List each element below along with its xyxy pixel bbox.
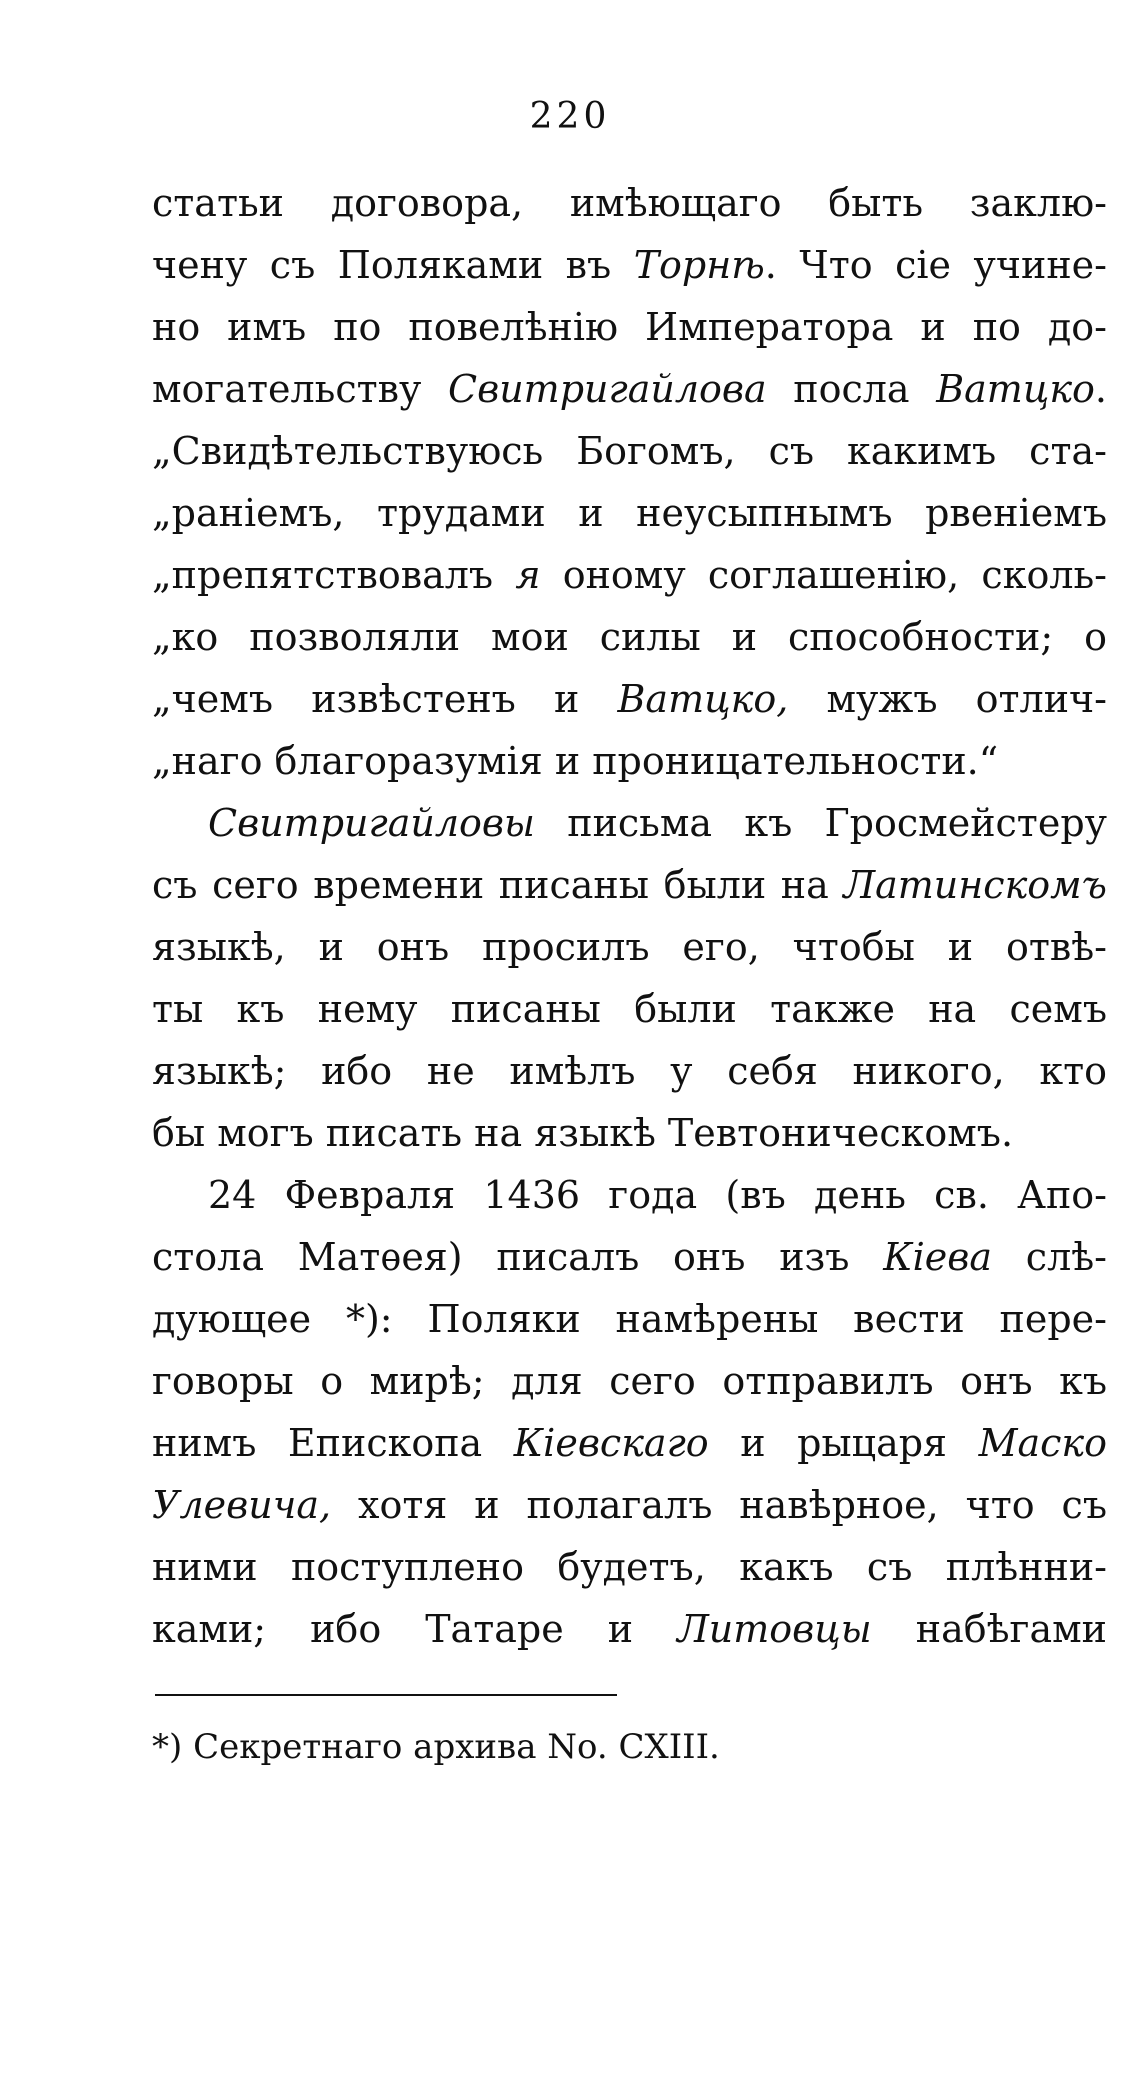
text-line	[152, 1536, 1107, 1598]
text-run: и рыцаря	[708, 1421, 979, 1465]
text-run: „ко позволяли мои силы и способности; о	[152, 615, 1107, 659]
text-run: говоры о мирѣ; для сего отправилъ онъ къ	[152, 1359, 1107, 1403]
text-run: ними поступлено будетъ, какъ съ плѣнни-	[152, 1545, 1107, 1589]
italic-run: Ватцко,	[617, 677, 789, 721]
text-run: 24 Февраля 1436 года (въ день св. Апо-	[208, 1173, 1107, 1217]
text-line	[152, 1164, 1107, 1226]
text-run: набѣгами	[871, 1607, 1107, 1651]
text-line	[152, 296, 1107, 358]
text-run: нимъ Епископа	[152, 1421, 514, 1465]
italic-run: Латинскомъ	[843, 863, 1107, 907]
italic-run: Кіевскаго	[513, 1421, 709, 1465]
text-run: но имъ по повелѣнію Императора и по до-	[152, 305, 1107, 349]
text-run: письма къ Гросмейстеру	[534, 801, 1107, 845]
text-line	[152, 358, 1107, 420]
text-line	[152, 1288, 1107, 1350]
footnote: *) Секретнаго архива No. CXIII.	[152, 1727, 720, 1767]
text-line	[152, 1226, 1107, 1288]
footnote-divider	[155, 1694, 617, 1696]
body-text	[152, 172, 1107, 1660]
text-line	[152, 854, 1107, 916]
text-run: слѣ-	[992, 1235, 1107, 1279]
page-number: 220	[529, 96, 611, 137]
text-run: . Что сіе учине-	[764, 243, 1107, 287]
italic-run: Улевича,	[152, 1483, 332, 1527]
text-run: „чемъ извѣстенъ и	[152, 677, 618, 721]
text-run: съ сего времени писаны были на	[152, 863, 844, 907]
text-run: могательству	[152, 367, 449, 411]
text-line	[152, 1040, 1107, 1102]
text-run: посла	[766, 367, 937, 411]
text-run: статьи договора, имѣющаго быть заклю-	[152, 181, 1107, 225]
text-run: ками; ибо Татаре и	[152, 1607, 678, 1651]
text-line	[152, 172, 1107, 234]
text-line	[152, 1474, 1107, 1536]
text-line	[152, 234, 1107, 296]
text-run: „раніемъ, трудами и неусыпнымъ рвеніемъ	[152, 491, 1107, 535]
text-line	[152, 978, 1107, 1040]
text-run: хотя и полагалъ навѣрное, что съ	[331, 1483, 1107, 1527]
text-run: мужъ отлич-	[788, 677, 1107, 721]
text-line	[152, 1350, 1107, 1412]
text-line	[152, 1102, 1107, 1164]
text-line	[152, 730, 1107, 792]
text-line	[152, 482, 1107, 544]
text-run: оному соглашенію, сколь-	[540, 553, 1108, 597]
text-run: ты къ нему писаны были также на семъ	[152, 987, 1107, 1031]
text-line	[152, 792, 1107, 854]
text-run: языкѣ, и онъ просилъ его, чтобы и отвѣ-	[152, 925, 1107, 969]
italic-run: Литовцы	[677, 1607, 872, 1651]
text-line	[152, 544, 1107, 606]
text-run: стола Матѳея) писалъ онъ изъ	[152, 1235, 884, 1279]
text-line	[152, 606, 1107, 668]
text-run: языкѣ; ибо не имѣлъ у себя никого, кто	[152, 1049, 1107, 1093]
text-line	[152, 916, 1107, 978]
text-line	[152, 1412, 1107, 1474]
text-run: „препятствовалъ	[152, 553, 516, 597]
text-run: „наго благоразумія и проницательности.“	[152, 739, 999, 783]
italic-run: Свитригайлова	[448, 367, 767, 411]
italic-run: я	[515, 553, 541, 597]
italic-run: Торнѣ	[633, 243, 765, 287]
text-run: .	[1094, 367, 1107, 411]
italic-run: Кіева	[883, 1235, 993, 1279]
italic-run: Свитригайловы	[208, 801, 535, 845]
italic-run: Маско	[978, 1421, 1107, 1465]
text-run: чену съ Поляками въ	[152, 243, 634, 287]
text-line	[152, 1598, 1107, 1660]
text-run: „Свидѣтельствуюсь Богомъ, съ какимъ ста-	[152, 429, 1107, 473]
italic-run: Ватцко	[936, 367, 1095, 411]
text-run: дующее *): Поляки намѣрены вести пере-	[152, 1297, 1107, 1341]
text-line	[152, 420, 1107, 482]
text-run: бы могъ писать на языкѣ Тевтоническомъ.	[152, 1111, 1014, 1155]
text-line	[152, 668, 1107, 730]
